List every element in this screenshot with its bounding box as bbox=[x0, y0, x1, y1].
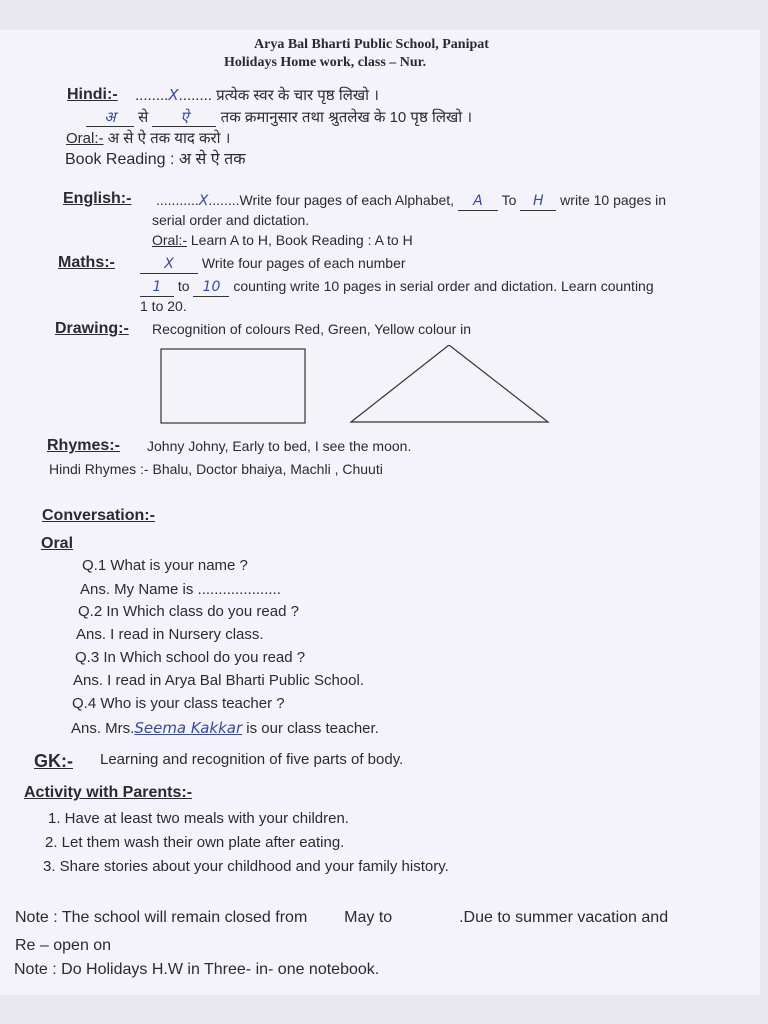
conversation-line: Q.3 In Which school do you read ? bbox=[75, 649, 306, 666]
conversation-line: Ans. I read in Nursery class. bbox=[76, 626, 264, 643]
hindi-line2-text: तक क्रमानुसार तथा श्रुतलेख के 10 पृष्ठ लिखो । bbox=[220, 109, 473, 126]
maths-text3: 1 to 20. bbox=[140, 298, 187, 314]
hindi-heading: Hindi:- bbox=[67, 86, 118, 103]
conversation-line: Q.2 In Which class do you read ? bbox=[78, 603, 299, 620]
hindi-rhymes-text: Bhalu, Doctor bhaiya, Machli , Chuuti bbox=[152, 461, 383, 477]
english-text: Write four pages of each Alphabet, bbox=[239, 192, 455, 208]
conversation-line: Ans. My Name is .................... bbox=[80, 581, 281, 598]
hindi-oral-label: Oral:- bbox=[66, 130, 104, 147]
conversation-heading: Conversation:- bbox=[42, 507, 155, 524]
drawing-shapes bbox=[155, 345, 555, 427]
english-from-blank: A bbox=[458, 192, 498, 211]
english-to-word: To bbox=[501, 192, 517, 208]
rhymes-heading: Rhymes:- bbox=[47, 437, 120, 454]
page-subtitle: Holidays Home work, class – Nur. bbox=[224, 55, 427, 70]
maths-line2 bbox=[140, 277, 654, 297]
maths-text2: counting write 10 pages in serial order and dictation. Learn counting bbox=[233, 278, 654, 294]
maths-from-blank: 1 bbox=[140, 278, 174, 297]
conversation-oral: Oral bbox=[41, 535, 74, 552]
activity-item: 2. Let them wash their own plate after eating. bbox=[45, 834, 345, 851]
english-oral bbox=[152, 231, 413, 249]
hindi-oral bbox=[66, 130, 230, 148]
hindi-fill: X bbox=[168, 86, 179, 104]
maths-line1 bbox=[140, 254, 406, 274]
drawing-text: Recognition of colours Red, Green, Yellow colour in bbox=[152, 321, 472, 337]
hindi-dots-left: ........ bbox=[135, 87, 169, 104]
hindi-se: से bbox=[138, 109, 149, 126]
english-heading: English:- bbox=[63, 190, 132, 207]
english-to-blank: H bbox=[520, 192, 556, 211]
conversation-line: Q.4 Who is your class teacher ? bbox=[72, 695, 285, 712]
english-text3: serial order and dictation. bbox=[152, 212, 310, 228]
activity-item: 3. Share stories about your childhood and your family history. bbox=[43, 858, 449, 875]
hindi-rhymes bbox=[49, 460, 383, 478]
ans4-suffix: is our class teacher. bbox=[246, 720, 379, 737]
conversation-line: Q.1 What is your name ? bbox=[82, 557, 248, 574]
activity-heading: Activity with Parents:- bbox=[24, 784, 193, 801]
conversation-line: Ans. I read in Arya Bal Bharti Public School. bbox=[73, 672, 364, 689]
note1-part-a: Note : The school will remain closed from bbox=[15, 909, 308, 926]
note-2: Note : Do Holidays H.W in Three- in- one notebook. bbox=[14, 961, 380, 978]
ans4-prefix: Ans. Mrs. bbox=[71, 720, 135, 737]
conversation-answer-4 bbox=[71, 719, 379, 738]
note-1 bbox=[15, 909, 668, 927]
english-oral-text: Learn A to H, Book Reading : A to H bbox=[190, 232, 413, 248]
rhymes-text: Johny Johny, Early to bed, I see the moon. bbox=[147, 438, 412, 454]
maths-text: Write four pages of each number bbox=[201, 255, 406, 271]
hindi-to-blank: ऐ bbox=[152, 108, 216, 127]
hindi-line1 bbox=[135, 86, 379, 105]
maths-to-blank: 10 bbox=[193, 278, 229, 297]
maths-to-word: to bbox=[177, 278, 190, 294]
hindi-reading: Book Reading : अ से ऐ तक bbox=[65, 151, 246, 168]
hindi-rhymes-label: Hindi Rhymes :- bbox=[49, 461, 149, 477]
note1-part-c: .Due to summer vacation and bbox=[459, 909, 669, 926]
maths-fill: X bbox=[140, 255, 198, 274]
school-name: Arya Bal Bharti Public School, Panipat bbox=[254, 37, 489, 52]
activity-item: 1. Have at least two meals with your children. bbox=[48, 810, 349, 827]
gk-text: Learning and recognition of five parts of body. bbox=[100, 751, 404, 768]
english-line1 bbox=[156, 191, 666, 211]
hindi-from-blank: अ bbox=[86, 108, 134, 127]
english-text2: write 10 pages in bbox=[560, 192, 667, 208]
note1-part-d: Re – open on bbox=[15, 937, 112, 954]
note1-part-b: May to bbox=[344, 909, 393, 926]
english-dots-left: ........... bbox=[156, 192, 199, 208]
drawing-heading: Drawing:- bbox=[55, 320, 129, 337]
english-oral-label: Oral:- bbox=[152, 232, 187, 248]
teacher-name: Seema Kakkar bbox=[134, 719, 243, 737]
maths-heading: Maths:- bbox=[58, 254, 115, 271]
english-fill: X bbox=[198, 193, 209, 209]
hindi-oral-text: अ से ऐ तक याद करो । bbox=[107, 130, 231, 147]
hindi-line2 bbox=[86, 108, 472, 127]
hindi-dots-right: ........ bbox=[178, 87, 212, 104]
rectangle-shape bbox=[161, 349, 305, 423]
english-dots-right: ........ bbox=[208, 192, 240, 208]
gk-heading: GK:- bbox=[34, 751, 73, 771]
hindi-line1-text: प्रत्येक स्वर के चार पृष्ठ लिखो । bbox=[216, 87, 379, 104]
triangle-shape bbox=[351, 345, 548, 422]
